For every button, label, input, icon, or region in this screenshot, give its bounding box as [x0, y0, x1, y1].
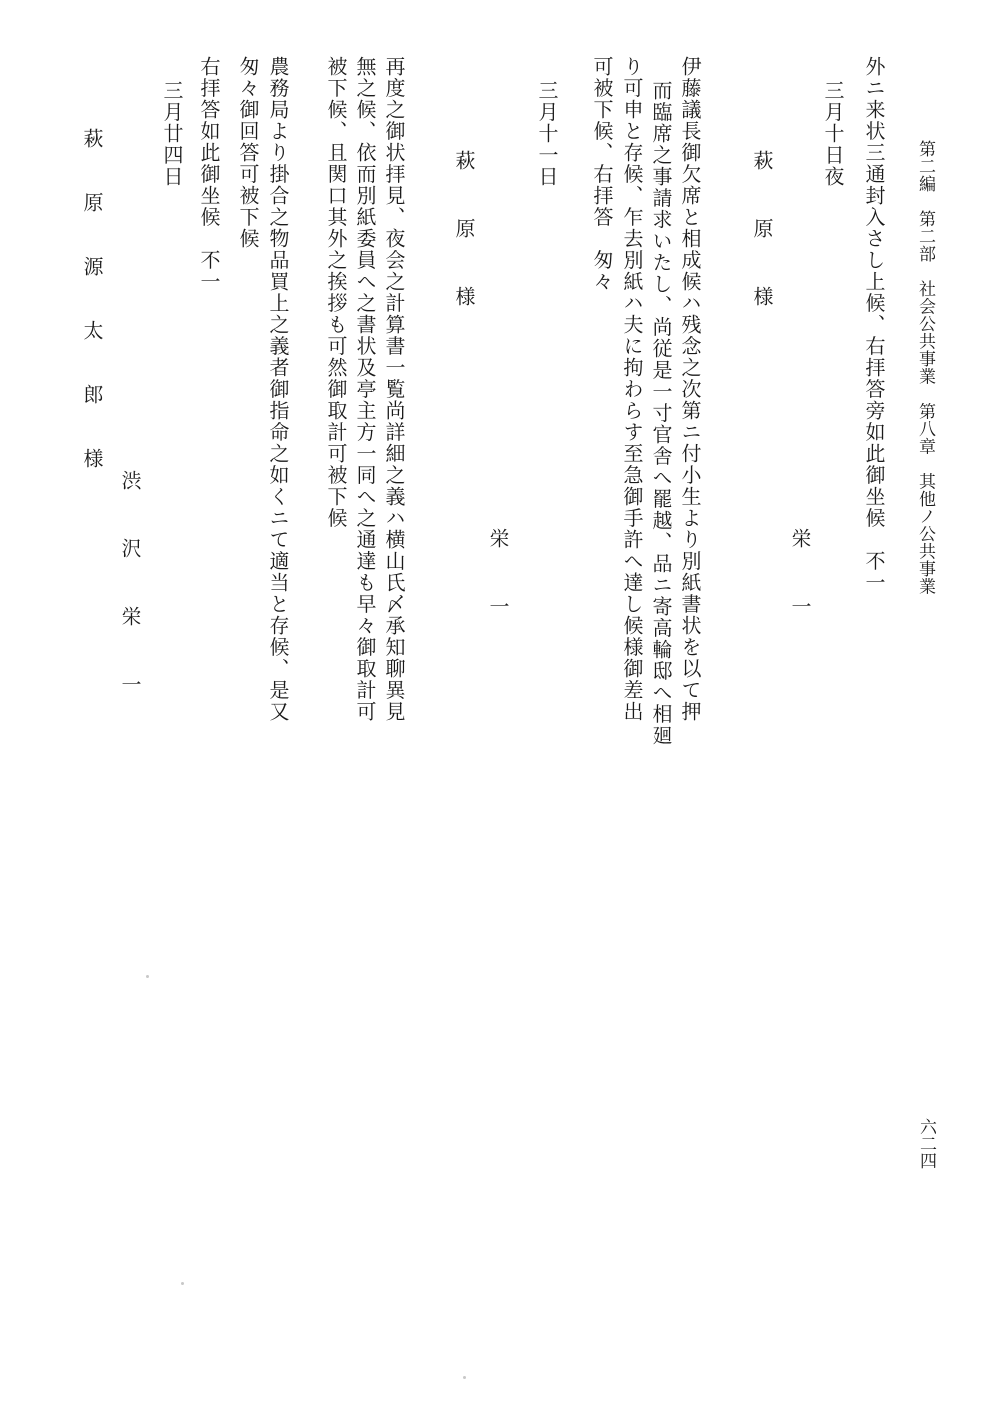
letter-2-line-3: り可申と存候、乍去別紙ハ夫に拘わらす至急御手許へ達し候様御差出 — [620, 56, 644, 723]
letter-3-line-1: 再度之御状拝見、夜会之計算書一覧尚詳細之義ハ横山氏〆承知聊異見 — [382, 56, 406, 723]
letter-2-sender: 栄 一 — [486, 528, 510, 630]
scan-speck — [181, 1282, 184, 1285]
scan-speck — [146, 975, 149, 978]
scan-speck — [463, 1376, 466, 1379]
letter-3-sender: 渋 沢 栄 一 — [118, 470, 142, 708]
letter-2-line-2: 而臨席之事請求いたし、尚従是一寸官舎へ罷越、品ニ寄高輪邸へ相廻 — [649, 80, 673, 747]
page-number: 六二四 — [916, 1118, 936, 1169]
letter-3-line-3: 被下候、且関口其外之挨拶も可然御取計可被下候 — [324, 56, 348, 529]
letter-2-recipient: 萩 原 様 — [452, 150, 476, 320]
letter-1-recipient: 萩 原 様 — [750, 150, 774, 320]
letter-1-sender: 栄 一 — [788, 528, 812, 630]
letter-1-line-1: 外ニ来状三通封入さし上候、右拝答旁如此御坐候 不一 — [862, 56, 886, 594]
letter-1-date: 三月十日夜 — [821, 80, 845, 188]
letter-3-recipient: 萩 原 源 太 郎 様 — [80, 128, 104, 480]
letter-3-line-6: 右拝答如此御坐候 不一 — [197, 56, 221, 293]
letter-3-line-2: 無之候、依而別紙委員へ之書状及亭主方一同へ之通達も早々御取計可 — [353, 56, 377, 723]
running-header: 第二編 第二部 社会公共事業 第八章 其他ノ公共事業 — [915, 140, 935, 595]
letter-2-line-4: 可被下候、右拝答 匆々 — [590, 56, 614, 293]
letter-2-date: 三月十一日 — [535, 80, 559, 188]
letter-3-line-4: 農務局より掛合之物品買上之義者御指命之如くニて適当と存候、是又 — [266, 56, 290, 723]
letter-3-date: 三月廿四日 — [160, 80, 184, 188]
letter-3-line-5: 匆々御回答可被下候 — [236, 56, 260, 250]
letter-2-line-1: 伊藤議長御欠席と相成候ハ残念之次第ニ付小生より別紙書状を以て押 — [678, 56, 702, 723]
